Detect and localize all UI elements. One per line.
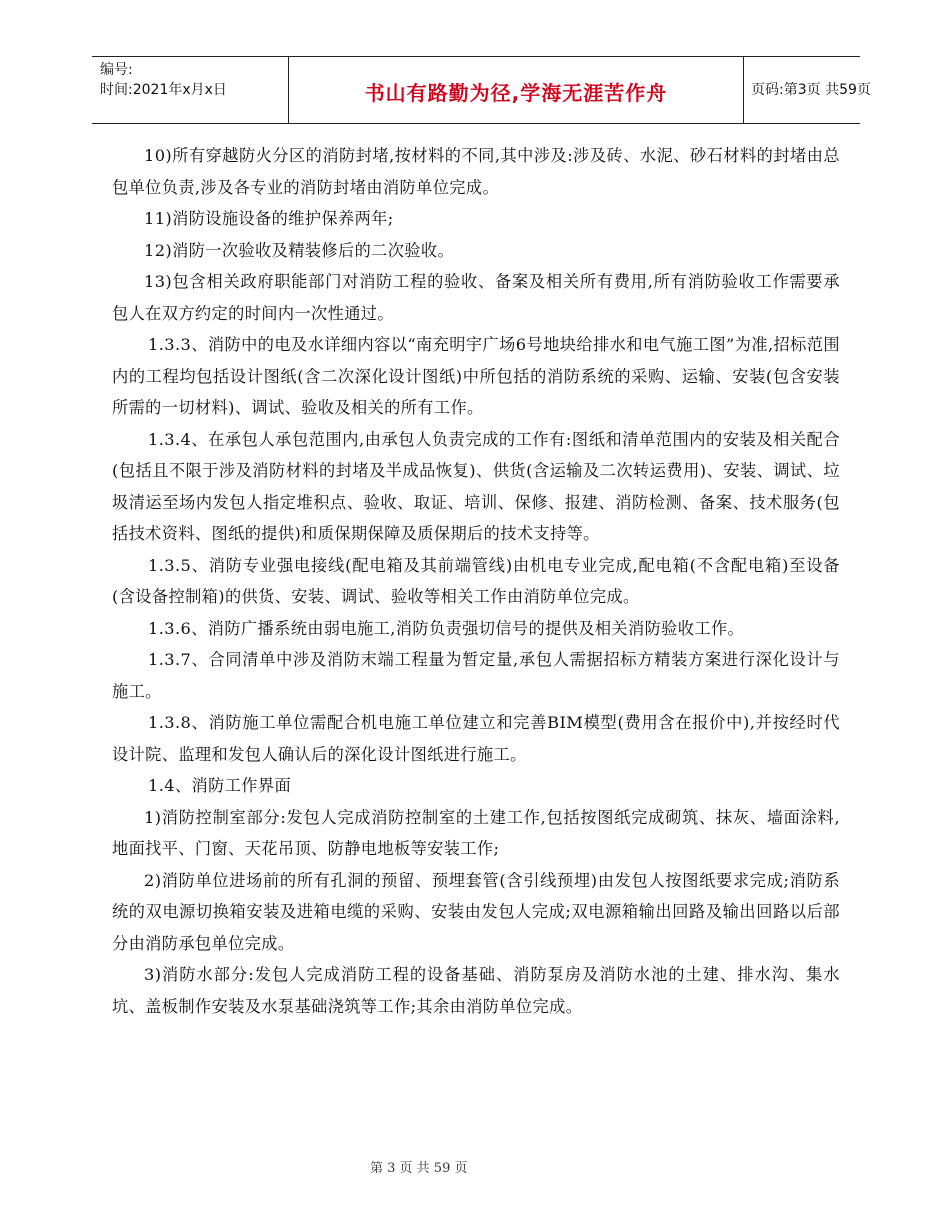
- page-footer: [0, 1157, 950, 1176]
- document-code-label: 编号:: [100, 62, 133, 78]
- header-motto-cell: [288, 57, 744, 123]
- header-meta-cell: [92, 57, 288, 123]
- header-page-number: 页码:第3页 共59页: [751, 82, 871, 98]
- paragraph-interface-2: 2)消防单位进场前的所有孔洞的预留、预埋套管(含引线预埋)由发包人按图纸要求完成;消防系统的双电源切换箱安装及进箱电缆的采购、安装由发包人完成;双电源箱输出回路及输出回路以后部分由消防承包单位完成。: [112, 870, 840, 953]
- paragraph-item-13: 13)包含相关政府职能部门对消防工程的验收、备案及相关所有费用,所有消防验收工作需要承包人在双方约定的时间内一次性通过。: [112, 272, 840, 323]
- section-heading-1-4: 1.4、消防工作界面: [148, 776, 292, 795]
- paragraph-section-1-3-8: 1.3.8、消防施工单位需配合机电施工单位建立和完善BIM模型(费用含在报价中),并按经时代设计院、监理和发包人确认后的深化设计图纸进行施工。: [112, 713, 840, 764]
- paragraph-section-1-3-4: 1.3.4、在承包人承包范围内,由承包人负责完成的工作有:图纸和清单范围内的安装及相关配合(包括且不限于涉及消防材料的封堵及半成品恢复)、供货(含运输及二次转运费用)、安装、调试、垃圾清运至场内发包人指定堆积点、验收、取证、培训、保修、报建、消防检测、备案、技术服务(包括技术资料、图纸的提供)和质保期保障及质保期后的技术支持等。: [112, 429, 840, 543]
- paragraph-section-1-3-3: 1.3.3、消防中的电及水详细内容以“南充明宇广场6号地块给排水和电气施工图”为准,招标范围内的工程均包括设计图纸(含二次深化设计图纸)中所包括的消防系统的采购、运输、安装(包含安装所需的一切材料)、调试、验收及相关的所有工作。: [112, 335, 840, 417]
- page-header: [92, 56, 871, 124]
- header-page-cell: [743, 57, 871, 123]
- paragraph-section-1-3-6: 1.3.6、消防广播系统由弱电施工,消防负责强切信号的提供及相关消防验收工作。: [148, 618, 745, 638]
- document-body: [112, 140, 840, 1022]
- paragraph-interface-1: 1)消防控制室部分:发包人完成消防控制室的土建工作,包括按图纸完成砌筑、抹灰、墙面涂料,地面找平、门窗、天花吊顶、防静电地板等安装工作;: [112, 807, 840, 858]
- footer-page-number: 第 3 页 共 59 页: [370, 1161, 468, 1176]
- header-motto: 书山有路勤为径,学海无涯苦作舟: [364, 81, 668, 105]
- paragraph-section-1-3-7: 1.3.7、合同清单中涉及消防末端工程量为暂定量,承包人需据招标方精装方案进行深化设计与施工。: [112, 650, 840, 701]
- paragraph-item-10: 10)所有穿越防火分区的消防封堵,按材料的不同,其中涉及:涉及砖、水泥、砂石材料的封堵由总包单位负责,涉及各专业的消防封堵由消防单位完成。: [112, 146, 840, 197]
- paragraph-interface-3: 3)消防水部分:发包人完成消防工程的设备基础、消防泵房及消防水池的土建、排水沟、集水坑、盖板制作安装及水泵基础浇筑等工作;其余由消防单位完成。: [112, 965, 840, 1016]
- paragraph-item-12: 12)消防一次验收及精装修后的二次验收。: [144, 240, 455, 260]
- paragraph-item-11: 11)消防设施设备的维护保养两年;: [144, 209, 394, 228]
- paragraph-section-1-3-5: 1.3.5、消防专业强电接线(配电箱及其前端管线)由机电专业完成,配电箱(不含配电箱)至设备(含设备控制箱)的供货、安装、调试、验收等相关工作由消防单位完成。: [112, 555, 840, 606]
- document-date: 时间:2021年x月x日: [100, 82, 227, 98]
